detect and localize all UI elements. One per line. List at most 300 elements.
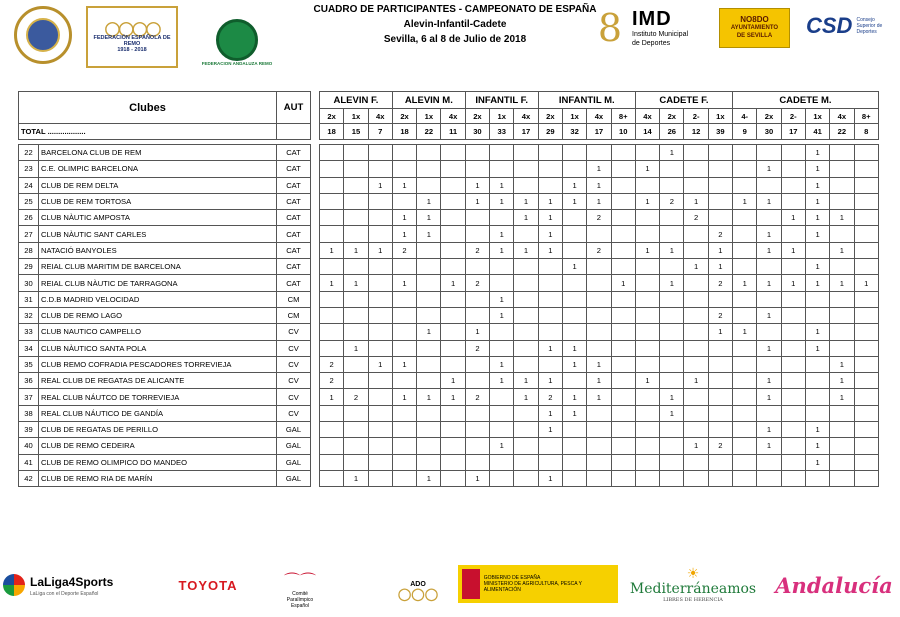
entry-count bbox=[320, 177, 344, 193]
entry-count bbox=[320, 405, 344, 421]
entry-count bbox=[854, 373, 878, 389]
ado-text: ADO bbox=[410, 581, 426, 588]
entry-count bbox=[781, 145, 805, 161]
entry-count bbox=[368, 145, 392, 161]
header bbox=[0, 0, 900, 88]
far-name: FEDERACION ANDALUZA REMO bbox=[201, 60, 273, 66]
entry-count: 1 bbox=[562, 259, 586, 275]
entry-count bbox=[417, 438, 441, 454]
entry-count bbox=[320, 340, 344, 356]
entry-count bbox=[805, 356, 829, 372]
gap-cell bbox=[311, 405, 320, 421]
entry-count bbox=[660, 177, 684, 193]
entry-count bbox=[830, 291, 854, 307]
sevilla-eight-logo: 8 bbox=[597, 6, 623, 50]
ado-logo bbox=[398, 565, 438, 617]
entry-count: 1 bbox=[611, 275, 635, 291]
entry-count bbox=[733, 340, 757, 356]
total-value: 11 bbox=[441, 124, 465, 140]
gap-cell bbox=[311, 324, 320, 340]
entry-count bbox=[465, 307, 489, 323]
entry-count: 1 bbox=[708, 242, 732, 258]
fer-name: FEDERACIÓN ESPAÑOLA DE REMO bbox=[93, 35, 171, 47]
entry-count: 1 bbox=[781, 210, 805, 226]
entry-count bbox=[830, 340, 854, 356]
gap-cell bbox=[311, 373, 320, 389]
total-value: 41 bbox=[805, 124, 829, 140]
entry-count bbox=[587, 422, 611, 438]
entry-count: 1 bbox=[344, 242, 368, 258]
autonomy-code: CV bbox=[277, 389, 311, 405]
entry-count bbox=[660, 210, 684, 226]
entry-count bbox=[708, 454, 732, 470]
entry-count bbox=[514, 356, 538, 372]
row-number: 42 bbox=[19, 470, 39, 486]
entry-count bbox=[562, 275, 586, 291]
gobierno-espana-logo bbox=[458, 565, 618, 603]
total-value: 29 bbox=[538, 124, 562, 140]
autonomy-code: GAL bbox=[277, 470, 311, 486]
club-name: NATACIÓ BANYOLES bbox=[39, 242, 277, 258]
entry-count bbox=[441, 226, 465, 242]
entry-count bbox=[684, 145, 708, 161]
entry-count bbox=[538, 259, 562, 275]
entry-count bbox=[538, 161, 562, 177]
entry-count: 1 bbox=[465, 470, 489, 486]
entry-count: 1 bbox=[490, 356, 514, 372]
club-name: CLUB DE REMO CEDEIRA bbox=[39, 438, 277, 454]
entry-count bbox=[562, 324, 586, 340]
entry-count bbox=[368, 373, 392, 389]
entry-count bbox=[587, 259, 611, 275]
entry-count bbox=[684, 177, 708, 193]
entry-count bbox=[781, 291, 805, 307]
gap-cell bbox=[311, 389, 320, 405]
autonomy-code: CV bbox=[277, 405, 311, 421]
entry-count bbox=[441, 324, 465, 340]
entry-count bbox=[611, 373, 635, 389]
entry-count bbox=[830, 193, 854, 209]
club-name: CLUB DE REMO LAGO bbox=[39, 307, 277, 323]
entry-count: 1 bbox=[465, 193, 489, 209]
row-number: 34 bbox=[19, 340, 39, 356]
rower-icon bbox=[216, 19, 258, 61]
entry-count bbox=[320, 438, 344, 454]
entry-count bbox=[320, 226, 344, 242]
andalucia-logo: Andalucía bbox=[775, 572, 893, 598]
entry-count bbox=[368, 324, 392, 340]
row-number: 26 bbox=[19, 210, 39, 226]
entry-count: 1 bbox=[392, 275, 416, 291]
row-number: 25 bbox=[19, 193, 39, 209]
entry-count: 1 bbox=[538, 373, 562, 389]
entry-count: 1 bbox=[684, 193, 708, 209]
entry-count: 1 bbox=[757, 422, 781, 438]
entry-count: 1 bbox=[805, 161, 829, 177]
cpe-line1: Comité bbox=[292, 591, 308, 597]
row-number: 36 bbox=[19, 373, 39, 389]
entry-count: 1 bbox=[490, 291, 514, 307]
gap-cell bbox=[311, 242, 320, 258]
club-name: REIAL CLUB MARITIM DE BARCELONA bbox=[39, 259, 277, 275]
entry-count bbox=[805, 373, 829, 389]
entry-count bbox=[587, 340, 611, 356]
entry-count: 1 bbox=[805, 145, 829, 161]
club-name: BARCELONA CLUB DE REM bbox=[39, 145, 277, 161]
table-row bbox=[19, 193, 879, 209]
entry-count bbox=[854, 161, 878, 177]
entry-count bbox=[611, 145, 635, 161]
entry-count bbox=[781, 405, 805, 421]
gob-line2: MINISTERIO DE AGRICULTURA, PESCA Y ALIMENTACIÓN bbox=[483, 581, 582, 593]
autonomy-code: CM bbox=[277, 307, 311, 323]
entry-count bbox=[587, 438, 611, 454]
cpe-line2: Paralímpico bbox=[286, 597, 314, 603]
entry-count bbox=[684, 340, 708, 356]
entry-count: 1 bbox=[660, 242, 684, 258]
entry-count: 1 bbox=[684, 259, 708, 275]
table-row bbox=[19, 373, 879, 389]
entry-count bbox=[562, 145, 586, 161]
entry-count bbox=[781, 340, 805, 356]
gap-cell bbox=[311, 226, 320, 242]
entry-count bbox=[465, 210, 489, 226]
gap-cell bbox=[311, 470, 320, 486]
club-name: CLUB DE REGATAS DE PERILLO bbox=[39, 422, 277, 438]
category-header: CADETE F. bbox=[635, 92, 732, 109]
entry-count bbox=[441, 161, 465, 177]
entry-count bbox=[344, 356, 368, 372]
boat-class-header: 2x bbox=[538, 109, 562, 124]
entry-count bbox=[635, 470, 659, 486]
entry-count bbox=[781, 193, 805, 209]
entry-count: 1 bbox=[660, 145, 684, 161]
entry-count bbox=[465, 422, 489, 438]
entry-count: 1 bbox=[757, 373, 781, 389]
entry-count bbox=[587, 145, 611, 161]
entry-count: 1 bbox=[830, 242, 854, 258]
entry-count bbox=[441, 145, 465, 161]
entry-count: 1 bbox=[830, 210, 854, 226]
row-number: 28 bbox=[19, 242, 39, 258]
entry-count: 1 bbox=[587, 389, 611, 405]
autonomy-code: CV bbox=[277, 356, 311, 372]
entry-count bbox=[854, 356, 878, 372]
imd-line2: de Deportes bbox=[632, 40, 671, 47]
gap-cell bbox=[311, 291, 320, 307]
nodo-text: NO8DO bbox=[740, 15, 769, 24]
boat-class-header: 2x bbox=[320, 109, 344, 124]
entry-count bbox=[635, 145, 659, 161]
category-header: ALEVIN F. bbox=[320, 92, 393, 109]
entry-count bbox=[514, 405, 538, 421]
row-number: 27 bbox=[19, 226, 39, 242]
entry-count bbox=[611, 454, 635, 470]
club-name: CLUB REMO COFRADIA PESCADORES TORREVIEJA bbox=[39, 356, 277, 372]
entry-count: 2 bbox=[465, 275, 489, 291]
entry-count bbox=[781, 454, 805, 470]
participants-table bbox=[18, 91, 879, 487]
entry-count bbox=[514, 454, 538, 470]
entry-count: 1 bbox=[417, 210, 441, 226]
imd-line1: Instituto Municipal bbox=[632, 31, 689, 38]
entry-count bbox=[392, 145, 416, 161]
entry-count: 1 bbox=[538, 405, 562, 421]
row-number: 32 bbox=[19, 307, 39, 323]
entry-count bbox=[417, 373, 441, 389]
entry-count: 2 bbox=[392, 242, 416, 258]
entry-count bbox=[830, 405, 854, 421]
entry-count bbox=[344, 454, 368, 470]
entry-count bbox=[392, 340, 416, 356]
entry-count bbox=[514, 161, 538, 177]
entry-count bbox=[562, 438, 586, 454]
ayuntamiento-sevilla-logo bbox=[719, 8, 790, 48]
gap-cell bbox=[311, 438, 320, 454]
entry-count bbox=[465, 405, 489, 421]
entry-count bbox=[635, 454, 659, 470]
entry-count bbox=[757, 291, 781, 307]
autonomy-code: GAL bbox=[277, 454, 311, 470]
laliga-ball-icon bbox=[3, 574, 25, 596]
entry-count: 1 bbox=[441, 373, 465, 389]
entry-count: 1 bbox=[757, 340, 781, 356]
entry-count bbox=[805, 242, 829, 258]
clubes-header: Clubes bbox=[19, 92, 277, 124]
table-row bbox=[19, 145, 879, 161]
entry-count bbox=[587, 405, 611, 421]
total-label: TOTAL .................. bbox=[19, 124, 277, 140]
entry-count bbox=[781, 389, 805, 405]
entry-count bbox=[344, 422, 368, 438]
total-value: 9 bbox=[733, 124, 757, 140]
total-value: 18 bbox=[392, 124, 416, 140]
entry-count bbox=[733, 259, 757, 275]
entry-count: 2 bbox=[320, 356, 344, 372]
entry-count bbox=[635, 210, 659, 226]
entry-count bbox=[514, 291, 538, 307]
entry-count bbox=[392, 438, 416, 454]
entry-count bbox=[587, 291, 611, 307]
gap-cell bbox=[311, 307, 320, 323]
row-number: 40 bbox=[19, 438, 39, 454]
boat-class-header: 1x bbox=[708, 109, 732, 124]
entry-count bbox=[417, 259, 441, 275]
entry-count bbox=[417, 291, 441, 307]
entry-count bbox=[830, 307, 854, 323]
row-number: 35 bbox=[19, 356, 39, 372]
table-row bbox=[19, 356, 879, 372]
entry-count bbox=[368, 422, 392, 438]
entry-count bbox=[708, 291, 732, 307]
boat-class-header: 2x bbox=[660, 109, 684, 124]
autonomy-code: CV bbox=[277, 324, 311, 340]
entry-count bbox=[611, 161, 635, 177]
entry-count bbox=[417, 307, 441, 323]
entry-count bbox=[538, 307, 562, 323]
entry-count bbox=[611, 324, 635, 340]
coat-of-arms-icon bbox=[462, 569, 480, 599]
entry-count bbox=[635, 291, 659, 307]
sun-icon: ☀ bbox=[686, 566, 700, 582]
club-seal-logo bbox=[14, 6, 72, 64]
entry-count bbox=[660, 307, 684, 323]
med-name: Mediterráneamos bbox=[629, 581, 757, 597]
entry-count bbox=[708, 356, 732, 372]
entry-count bbox=[611, 259, 635, 275]
entry-count bbox=[635, 405, 659, 421]
entry-count bbox=[660, 454, 684, 470]
boat-class-header: 4x bbox=[514, 109, 538, 124]
entry-count bbox=[805, 405, 829, 421]
entry-count bbox=[733, 356, 757, 372]
entry-count: 1 bbox=[733, 193, 757, 209]
entry-count: 2 bbox=[708, 438, 732, 454]
entry-count: 1 bbox=[562, 389, 586, 405]
entry-count bbox=[417, 422, 441, 438]
entry-count: 1 bbox=[465, 324, 489, 340]
entry-count: 1 bbox=[830, 389, 854, 405]
entry-count bbox=[684, 422, 708, 438]
table-row bbox=[19, 324, 879, 340]
entry-count bbox=[514, 470, 538, 486]
club-name: CLUB DE REMO OLIMPICO DO MANDEO bbox=[39, 454, 277, 470]
entry-count: 1 bbox=[490, 373, 514, 389]
entry-count: 1 bbox=[490, 307, 514, 323]
entry-count bbox=[708, 210, 732, 226]
boat-class-header: 4x bbox=[587, 109, 611, 124]
club-name: CLUB NÀUTICO SANTA POLA bbox=[39, 340, 277, 356]
gap-cell bbox=[311, 161, 320, 177]
entry-count bbox=[514, 275, 538, 291]
entry-count bbox=[830, 161, 854, 177]
entry-count bbox=[441, 291, 465, 307]
entry-count: 1 bbox=[660, 275, 684, 291]
entry-count bbox=[587, 454, 611, 470]
boat-class-header: 2- bbox=[684, 109, 708, 124]
entry-count bbox=[854, 210, 878, 226]
table-row bbox=[19, 438, 879, 454]
title-line: CUADRO DE PARTICIPANTES - CAMPEONATO DE ESPAÑA bbox=[313, 4, 597, 15]
club-name: C.D.B MADRID VELOCIDAD bbox=[39, 291, 277, 307]
entry-count bbox=[392, 291, 416, 307]
entry-count bbox=[417, 161, 441, 177]
entry-count bbox=[368, 161, 392, 177]
entry-count bbox=[684, 242, 708, 258]
autonomy-code: CM bbox=[277, 291, 311, 307]
entry-count bbox=[660, 340, 684, 356]
entry-count: 1 bbox=[562, 340, 586, 356]
entry-count: 1 bbox=[733, 324, 757, 340]
entry-count bbox=[344, 324, 368, 340]
entry-count bbox=[684, 291, 708, 307]
entry-count: 1 bbox=[757, 275, 781, 291]
row-number: 33 bbox=[19, 324, 39, 340]
imd-title: IMD bbox=[632, 8, 672, 30]
entry-count bbox=[611, 405, 635, 421]
entry-count bbox=[830, 177, 854, 193]
entry-count bbox=[465, 373, 489, 389]
entry-count: 2 bbox=[587, 210, 611, 226]
entry-count bbox=[830, 226, 854, 242]
entry-count bbox=[660, 226, 684, 242]
entry-count bbox=[538, 275, 562, 291]
entry-count bbox=[344, 177, 368, 193]
autonomy-code: CV bbox=[277, 373, 311, 389]
entry-count bbox=[562, 307, 586, 323]
entry-count bbox=[344, 438, 368, 454]
paralympic-agitos-icon: ⌒⌒ bbox=[283, 573, 316, 590]
entry-count bbox=[417, 340, 441, 356]
entry-count bbox=[635, 226, 659, 242]
gap-cell bbox=[311, 454, 320, 470]
entry-count bbox=[368, 389, 392, 405]
entry-count: 1 bbox=[587, 177, 611, 193]
entry-count bbox=[757, 356, 781, 372]
entry-count bbox=[392, 422, 416, 438]
entry-count: 1 bbox=[781, 242, 805, 258]
entry-count: 1 bbox=[392, 226, 416, 242]
entry-count: 1 bbox=[805, 226, 829, 242]
total-value: 18 bbox=[320, 124, 344, 140]
csd-line3: Deportes bbox=[856, 29, 877, 35]
federacion-andaluza-remo-logo bbox=[192, 12, 282, 72]
entry-count: 1 bbox=[490, 177, 514, 193]
entry-count: 1 bbox=[708, 324, 732, 340]
entry-count: 1 bbox=[708, 259, 732, 275]
club-name: CLUB DE REMO RIA DE MARÍN bbox=[39, 470, 277, 486]
entry-count bbox=[684, 161, 708, 177]
entry-count: 1 bbox=[830, 356, 854, 372]
entry-count: 1 bbox=[757, 307, 781, 323]
entry-count bbox=[830, 470, 854, 486]
entry-count bbox=[344, 259, 368, 275]
entry-count bbox=[344, 161, 368, 177]
entry-count bbox=[660, 161, 684, 177]
entry-count bbox=[465, 226, 489, 242]
total-value: 30 bbox=[757, 124, 781, 140]
entry-count: 1 bbox=[757, 389, 781, 405]
total-value: 32 bbox=[562, 124, 586, 140]
boat-class-header: 1x bbox=[417, 109, 441, 124]
entry-count bbox=[320, 210, 344, 226]
entry-count bbox=[611, 340, 635, 356]
row-number: 30 bbox=[19, 275, 39, 291]
autonomy-code: CAT bbox=[277, 145, 311, 161]
entry-count bbox=[368, 210, 392, 226]
autonomy-code: CAT bbox=[277, 259, 311, 275]
boat-class-header: 4x bbox=[368, 109, 392, 124]
entry-count: 1 bbox=[392, 389, 416, 405]
total-value: 12 bbox=[684, 124, 708, 140]
entry-count: 1 bbox=[587, 161, 611, 177]
entry-count bbox=[781, 307, 805, 323]
entry-count bbox=[417, 454, 441, 470]
entry-count bbox=[465, 145, 489, 161]
autonomy-code: GAL bbox=[277, 438, 311, 454]
entry-count bbox=[514, 324, 538, 340]
entry-count: 1 bbox=[635, 161, 659, 177]
entry-count: 2 bbox=[708, 275, 732, 291]
entry-count bbox=[320, 145, 344, 161]
entry-count: 1 bbox=[635, 242, 659, 258]
entry-count bbox=[854, 422, 878, 438]
entry-count: 1 bbox=[757, 242, 781, 258]
row-number: 23 bbox=[19, 161, 39, 177]
gap-cell bbox=[311, 259, 320, 275]
entry-count: 2 bbox=[465, 242, 489, 258]
entry-count: 1 bbox=[660, 405, 684, 421]
